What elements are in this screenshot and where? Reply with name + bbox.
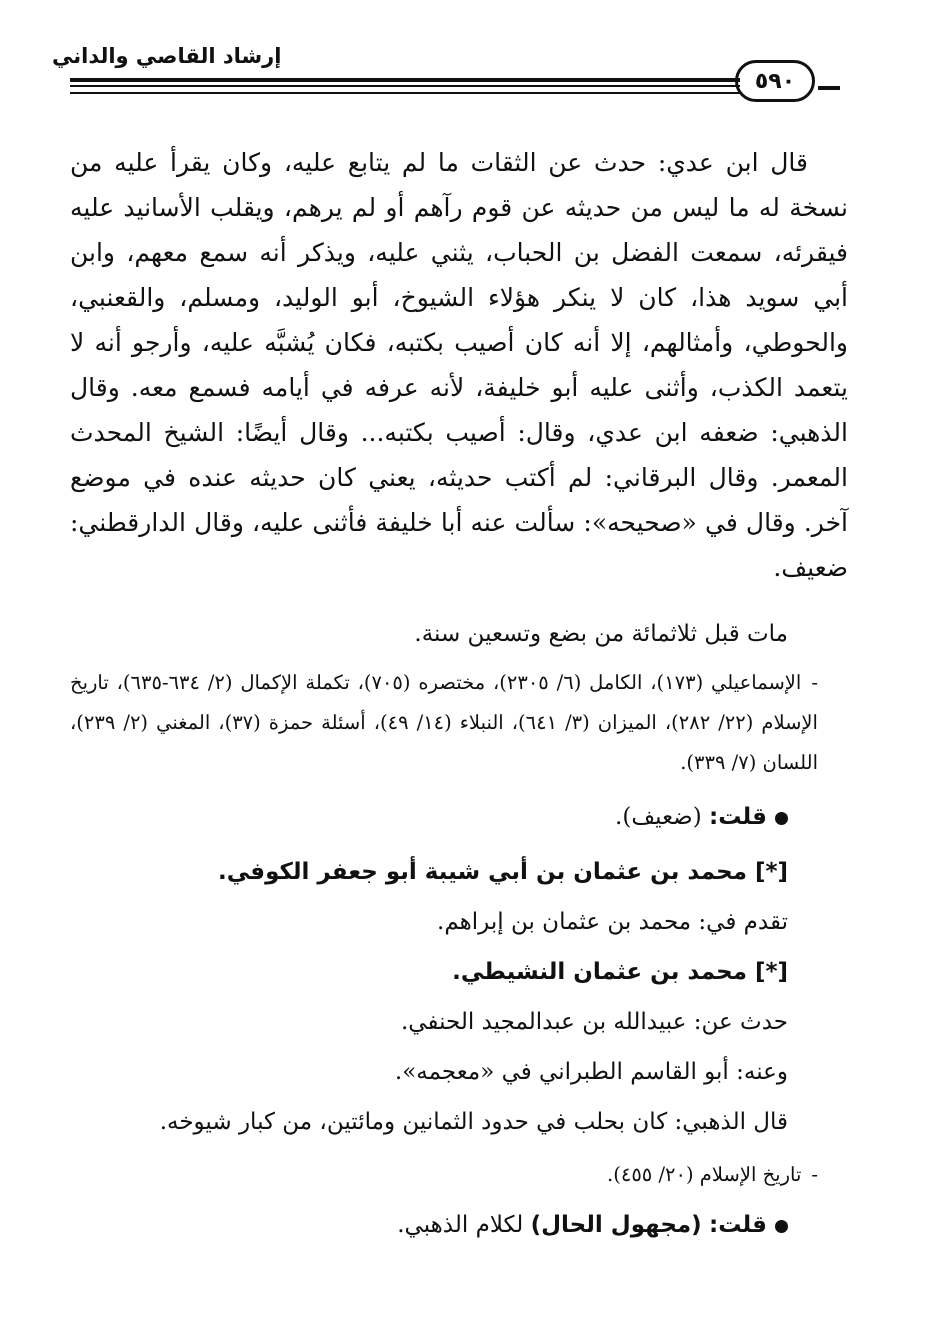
entry-paragraph: قال ابن عدي: حدث عن الثقات ما لم يتابع عليه، وكان يقرأ عليه من نسخة له ما ليس من حديثه عن قوم رآهم أو لم يرهم، ويقلب الأسانيد عليه فيقرئه، سمعت الفضل بن الحباب، يثني عليه، ويذكر أنه سمع معهم، وابن أبي سويد هذا، كان لا ينكر هؤلاء الشيوخ، أبو الوليد، ومسلم، والقعنبي، والحوطي، وأمثالهم، إلا أنه كان أصيب بكتبه، فكان يُشبَّه عليه، وأرجو أنه لا يتعمد الكذب، وأثنى عليه أبو خليفة، لأنه عرفه في أيامه فسمع معه. وقال الذهبي: ضعفه ابن عدي، وقال: أصيب بكتبه... وقال أيضًا: الشيخ المحدث المعمر. وقال البرقاني: لم أكتب حديثه، يعني كان حديثه عنده في موضع آخر. وقال في «صحيحه»: سألت عنه أبا خليفة فأثنى عليه، وقال الدارقطني: ضعيف. (70, 148, 848, 582)
death-note: مات قبل ثلاثمائة من بضع وتسعين سنة. (414, 621, 788, 647)
entry-2-crossref: تقدم في: محمد بن عثمان بن إبراهم. (437, 909, 788, 935)
references-text-2: تاريخ الإسلام (٢٠/ ٤٥٥). (607, 1163, 802, 1186)
header-rule-middle (70, 85, 740, 87)
references-text-1: الإسماعيلي (١٧٣)، الكامل (٦/ ٢٣٠٥)، مختصره (٧٠٥)، تكملة الإكمال (٢/ ٦٣٤-٦٣٥)، تاريخ الإسلام (٢٢/ ٢٨٢)، الميزان (٣/ ٦٤١)، النبلاء (١٤/ ٤٩)، أسئلة حمزة (٣٧)، المغني (٢/ ٢٣٩)، اللسان (٧/ ٣٣٩). (70, 671, 818, 774)
bullet-icon (775, 1220, 788, 1233)
running-header-title: إرشاد القاصي والداني (52, 44, 282, 68)
header-rule-top (70, 78, 740, 82)
entry-text-block (70, 140, 848, 590)
verdict-2-value: (مجهول الحال) (530, 1212, 702, 1238)
verdict-2-label: قلت: (709, 1212, 767, 1238)
header-rule-bottom (70, 92, 740, 94)
verdict-2-rest: لكلام الذهبي. (397, 1212, 531, 1238)
references-block-2 (70, 1155, 818, 1195)
reference-dash: - (811, 671, 818, 694)
page-number: ٥٩٠ (735, 60, 815, 102)
bullet-icon (775, 812, 788, 825)
page-number-dash (818, 86, 840, 90)
verdict-1 (70, 800, 788, 834)
references-block-1 (70, 663, 818, 783)
entry-3-narrated-from: حدث عن: عبيدالله بن عبدالمجيد الحنفي. (400, 1009, 788, 1035)
verdict-1-value: (ضعيف). (615, 804, 702, 830)
entry-3-narrators: وعنه: أبو القاسم الطبراني في «معجمه». (394, 1059, 788, 1085)
entry-3-heading: [*] محمد بن عثمان النشيطي. (452, 959, 788, 985)
reference-dash: - (811, 1163, 818, 1186)
entry-2-heading: [*] محمد بن عثمان بن أبي شيبة أبو جعفر الكوفي. (218, 859, 788, 885)
verdict-2 (70, 1208, 788, 1242)
entry-3-dhahabi-note: قال الذهبي: كان بحلب في حدود الثمانين ومائتين، من كبار شيوخه. (159, 1109, 788, 1135)
verdict-1-label: قلت: (709, 804, 767, 830)
